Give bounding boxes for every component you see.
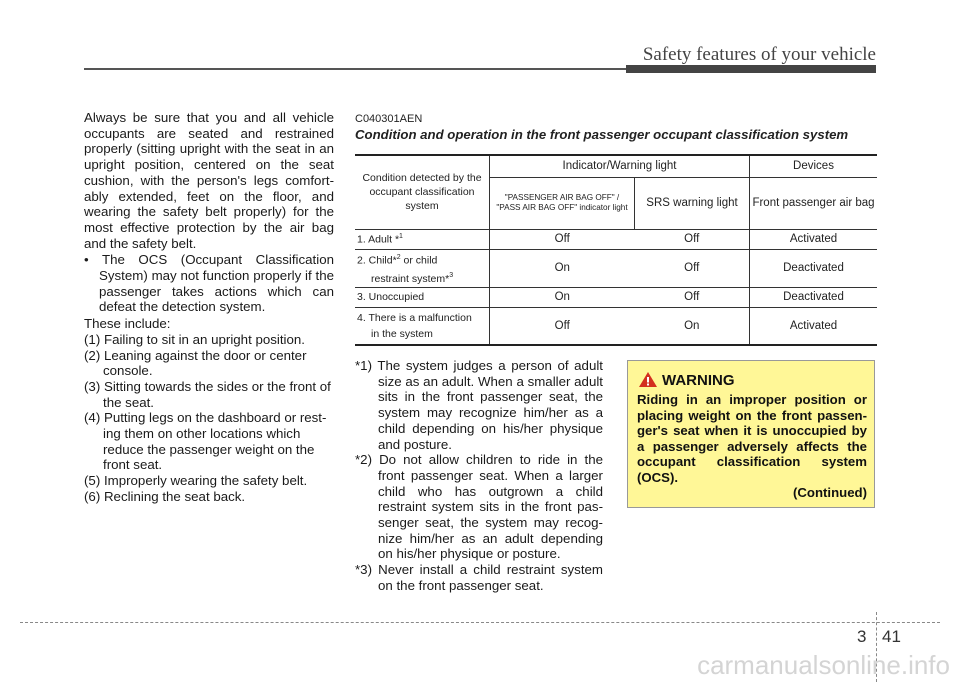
row-condition: 1. Adult *$^1$ (355, 229, 490, 249)
warning-continued: (Continued) (793, 485, 867, 500)
table-row (355, 249, 877, 287)
header-pass-line2: "PASS AIR BAG OFF" indicator light (496, 203, 628, 212)
list-item: (2) Leaning against the door or center console. (84, 347, 307, 379)
row-device: Activated (750, 307, 878, 345)
row-pass-light: On (490, 249, 635, 287)
page-number: 41 (882, 627, 901, 646)
row-condition: 2. Child*$^2$ or child restraint system*$^3$ (355, 249, 490, 287)
warning-title: WARNING (662, 372, 735, 389)
header-pass-line1: "PASSENGER AIR BAG OFF" / (504, 193, 620, 202)
row-srs-light: On (635, 307, 750, 345)
row-srs-light: Off (635, 287, 750, 307)
ocs-table (355, 154, 877, 346)
header-devices: Devices (750, 155, 878, 177)
warning-body (637, 392, 867, 501)
list-item: (1) Failing to sit in an upright position. (84, 331, 305, 347)
table-row (355, 287, 877, 307)
list-item: (6) Reclining the seat back. (84, 488, 246, 504)
row-pass-light: On (490, 287, 635, 307)
footnote: *2) Do not allow children to ride in the front passenger seat. When a larger child who has outgrown a child restraint system sits in the front pas-senger seat, the system may recog-nize him/her as an adult depending on his/her physique or posture. (355, 452, 603, 562)
watermark: carmanualsonline.info (697, 650, 950, 680)
warning-triangle-icon (638, 371, 658, 388)
row-condition: 4. There is a malfunction in the system (355, 307, 490, 345)
list-item: (5) Improperly wearing the safety belt. (84, 473, 308, 489)
list-item: (4) Putting legs on the dashboard or rest-ing them on other locations which reduce the passenger weight on the front seat. (84, 410, 327, 473)
warning-heading (638, 371, 735, 389)
footnote: *1) The system judges a person of adult size as an adult. When a smaller adult sits in the front passenger seat, the system may recognize him/her as a child depending on his/her physique and posture. (355, 358, 603, 452)
row-pass-light: Off (490, 229, 635, 249)
section-code: C040301AEN (355, 113, 423, 125)
intro-paragraph: Always be sure that you and all vehicle occupants are seated and restrained properly (sitting upright with the seat in an upright position, centered on the seat cushion, with the person's legs comfort-ably extended, feet on the floor, and wearing the safety belt properly) for the most effective protection by the air bag and the safety belt. (84, 110, 334, 251)
header-indicator: Indicator/Warning light (490, 155, 750, 177)
warning-box (627, 360, 875, 508)
left-column (84, 110, 334, 505)
list-item: (3) Sitting towards the sides or the front of the seat. (84, 378, 331, 410)
header-condition: Condition detected by the occupant classification system (355, 155, 490, 229)
warning-text: Riding in an improper position or placing weight on the front passen-ger's seat when it is unoccupied by a passenger adversely affects the occupant classification system (OCS). (637, 392, 867, 485)
table-row (355, 307, 877, 345)
row-condition: 3. Unoccupied (355, 287, 490, 307)
table-row (355, 229, 877, 249)
section-title: Condition and operation in the front passenger occupant classification system (355, 127, 849, 142)
header-srs-light: SRS warning light (635, 177, 750, 229)
row-pass-light: Off (490, 307, 635, 345)
footnotes (355, 358, 603, 594)
header-pass-airbag-light (490, 177, 635, 229)
row-device: Deactivated (750, 287, 878, 307)
footnote: *3) Never install a child restraint system on the front passenger seat. (355, 562, 603, 593)
row-srs-light: Off (635, 229, 750, 249)
header-front-airbag: Front passenger air bag (750, 177, 878, 229)
row-device: Deactivated (750, 249, 878, 287)
header-bar (626, 65, 876, 73)
row-device: Activated (750, 229, 878, 249)
page-header-title: Safety features of your vehicle (642, 44, 876, 65)
ocs-bullet: • The OCS (Occupant Classification System) may not function properly if the passenger takes actions which can defeat the detection system. (84, 252, 334, 315)
footer-rule (20, 622, 940, 623)
list-intro: These include: (84, 316, 171, 332)
chapter-number: 3 (857, 627, 867, 646)
row-srs-light: Off (635, 249, 750, 287)
